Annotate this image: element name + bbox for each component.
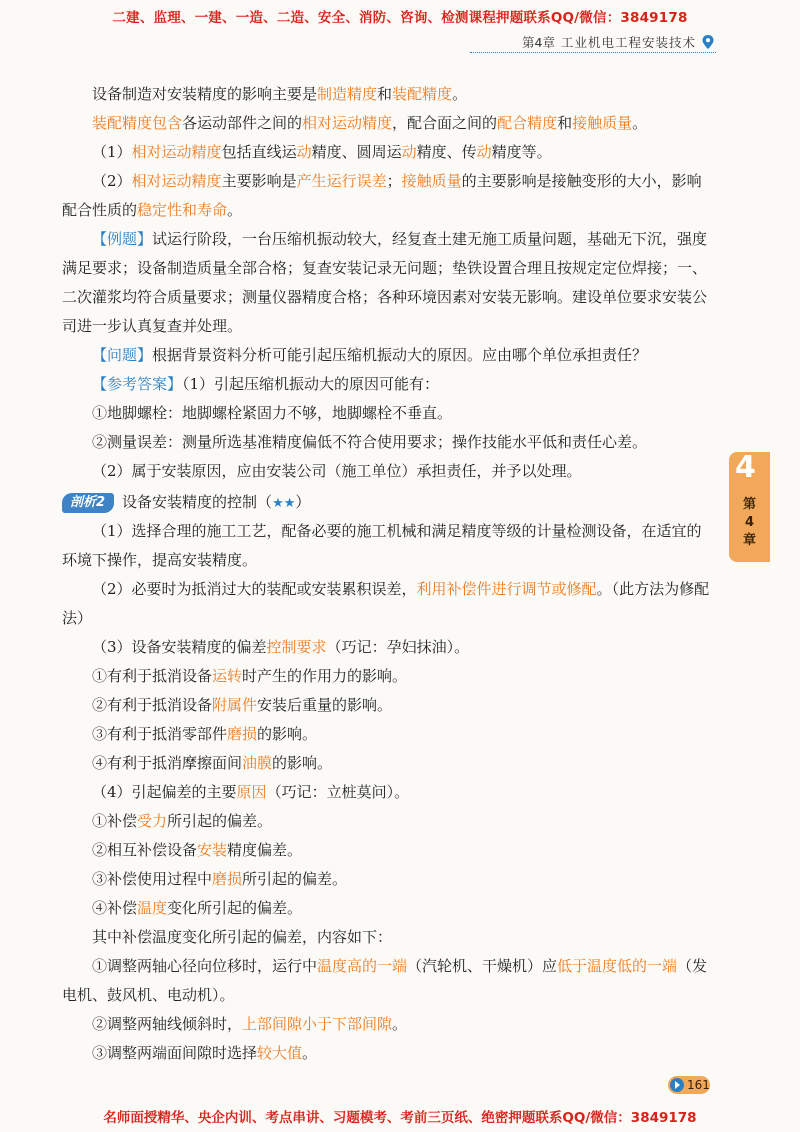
highlight-text: 制造精度 xyxy=(317,85,378,103)
highlight-text: 较大值 xyxy=(257,1044,303,1062)
highlight-text: 油膜 xyxy=(242,754,273,772)
difficulty-stars: ★★ xyxy=(272,495,296,511)
paragraph xyxy=(62,138,712,167)
paragraph xyxy=(62,428,712,457)
text-run: ②调整两轴线倾斜时， xyxy=(92,1015,243,1033)
chapter-side-tab[interactable] xyxy=(729,452,770,562)
text-run: 精度、圆周运 xyxy=(311,143,402,161)
text-run: （1）引起压缩机振动大的原因可能有： xyxy=(182,375,440,393)
text-run: ①补偿 xyxy=(92,812,138,830)
paragraph xyxy=(62,370,712,399)
bottom-banner: 名师面授精华、央企内训、考点串讲、习题模考、考前三页纸、绝密押题联系QQ/微信：3849178 xyxy=(103,1110,697,1126)
label-tag: 【参考答案】 xyxy=(92,375,183,393)
paragraph xyxy=(62,1039,712,1068)
paragraph xyxy=(62,457,712,486)
highlight-text: 接触质量 xyxy=(401,172,462,190)
text-run: 。 xyxy=(452,85,468,103)
text-run: （巧记：立桩莫问）。 xyxy=(266,783,410,801)
highlight-text: 磨损 xyxy=(212,870,243,888)
text-run: 和 xyxy=(377,85,393,103)
paragraph xyxy=(62,109,712,138)
paragraph xyxy=(62,691,712,720)
paragraph xyxy=(62,662,712,691)
text-run: （2） xyxy=(92,172,132,190)
highlight-text: 动 xyxy=(476,143,492,161)
paragraph xyxy=(62,167,712,225)
text-run: 各运动部件之间的 xyxy=(182,114,303,132)
map-pin-icon xyxy=(702,35,714,49)
highlight-text: 接触质量 xyxy=(572,114,633,132)
paragraph xyxy=(62,894,712,923)
play-arrow-icon xyxy=(670,1078,684,1092)
paragraph xyxy=(62,807,712,836)
label-tag: 【例题】 xyxy=(92,230,153,248)
main-content xyxy=(62,80,712,1068)
paragraph xyxy=(62,865,712,894)
text-run: ②测量误差：测量所选基准精度偏低不符合使用要求；操作技能水平低和责任心差。 xyxy=(92,433,648,451)
highlight-text: 利用补偿件进行调节或修配 xyxy=(416,580,597,598)
text-run: ①有利于抵消设备 xyxy=(92,667,213,685)
text-run: （汽轮机、干燥机）应 xyxy=(407,957,558,975)
highlight-text: 原因 xyxy=(236,783,267,801)
chapter-number: 第4章 xyxy=(522,35,555,50)
text-run: 主要影响是 xyxy=(221,172,297,190)
highlight-text: 配合精度 xyxy=(497,114,558,132)
top-banner: 二建、监理、一建、一造、二造、安全、消防、咨询、检测课程押题联系QQ/微信：3849178 xyxy=(112,10,688,26)
page-number: 161 xyxy=(687,1078,710,1092)
text-run: （1）选择合理的施工工艺，配备必要的施工机械和满足精度等级的计量检测设备，在适宜的环境下操作，提高安装精度。 xyxy=(62,522,702,569)
paragraph xyxy=(62,341,712,370)
text-run: ②有利于抵消设备 xyxy=(92,696,213,714)
text-run: 。 xyxy=(227,201,243,219)
text-run: （2）必要时为抵消过大的装配或安装累积误差， xyxy=(92,580,417,598)
highlight-text: 相对运动精度 xyxy=(131,172,222,190)
highlight-text: 产生运行误差 xyxy=(296,172,387,190)
paragraph xyxy=(62,575,712,633)
paragraph xyxy=(62,923,712,952)
text-run: ④有利于抵消摩擦面间 xyxy=(92,754,243,772)
header-rule xyxy=(470,52,716,53)
highlight-text: 温度 xyxy=(137,899,168,917)
text-run: 的影响。 xyxy=(257,725,318,743)
text-run: 。（此方法为修配法） xyxy=(62,580,710,627)
paragraph xyxy=(62,836,712,865)
side-tab-line3: 章 xyxy=(742,533,756,548)
text-run: 的影响。 xyxy=(272,754,333,772)
highlight-text: 上部间隙小于下部间隙 xyxy=(242,1015,393,1033)
highlight-text: 动 xyxy=(296,143,312,161)
text-run: ②相互补偿设备 xyxy=(92,841,198,859)
text-run: 包括直线运 xyxy=(221,143,297,161)
side-tab-line2: 4 xyxy=(744,515,755,530)
highlight-text: 相对运动精度 xyxy=(302,114,393,132)
paragraph xyxy=(62,399,712,428)
page-number-badge xyxy=(668,1076,710,1094)
text-run: 所引起的偏差。 xyxy=(242,870,348,888)
text-run: （发电机、鼓风机、电动机）。 xyxy=(62,957,708,1004)
text-run: 根据背景资料分析可能引起压缩机振动大的原因。应由哪个单位承担责任？ xyxy=(152,346,648,364)
text-run: ①地脚螺栓：地脚螺栓紧固力不够，地脚螺栓不垂直。 xyxy=(92,404,453,422)
side-tab-digit: 4 xyxy=(735,450,756,485)
text-run: （3）设备安装精度的偏差 xyxy=(92,638,267,656)
chapter-title: 工业机电工程安装技术 xyxy=(560,35,696,50)
text-run: （4）引起偏差的主要 xyxy=(92,783,237,801)
text-run: 。 xyxy=(392,1015,408,1033)
text-run: （巧记：孕妇抹油）。 xyxy=(326,638,470,656)
text-run: ； xyxy=(386,172,402,190)
text-run: 变化所引起的偏差。 xyxy=(167,899,303,917)
text-run: ①调整两轴心径向位移时，运行中 xyxy=(92,957,318,975)
text-run: 精度等。 xyxy=(491,143,552,161)
section-title xyxy=(122,488,310,518)
label-tag: 【问题】 xyxy=(92,346,153,364)
text-run: 时产生的作用力的影响。 xyxy=(242,667,408,685)
text-run: ，配合面之间的 xyxy=(392,114,498,132)
paragraph xyxy=(62,778,712,807)
text-run: （1） xyxy=(92,143,132,161)
text-run: 。 xyxy=(632,114,648,132)
paragraph xyxy=(62,720,712,749)
highlight-text: 运转 xyxy=(212,667,243,685)
text-run: 精度、传 xyxy=(416,143,477,161)
highlight-text: 装配精度 xyxy=(392,85,453,103)
text-run: 试运行阶段，一台压缩机振动较大，经复查土建无施工质量问题，基础无下沉，强度满足要求；设备制造质量全部合格；复查安装记录无问题；垫铁设置合理且按规定定位焊接；一、二次灌浆均符合质量要求；测量仪器精度合格；各种环境因素对安装无影响。建设单位要求安装公司进一步认真复查并处理。 xyxy=(62,230,708,335)
text-run: 和 xyxy=(557,114,573,132)
paragraph xyxy=(62,225,712,341)
text-run: 的主要影响是接触变形的大小，影响配合性质的 xyxy=(62,172,702,219)
text-run: ③有利于抵消零部件 xyxy=(92,725,228,743)
paragraph xyxy=(62,952,712,1010)
text-run: 。 xyxy=(302,1044,318,1062)
text-run: ③调整两端面间隙时选择 xyxy=(92,1044,258,1062)
section-title-text: 设备安装精度的控制（ xyxy=(122,492,273,511)
text-run: 安装后重量的影响。 xyxy=(257,696,393,714)
text-run: 其中补偿温度变化所引起的偏差，内容如下： xyxy=(92,928,393,946)
text-run: ③补偿使用过程中 xyxy=(92,870,213,888)
text-run: （2）属于安装原因，应由安装公司（施工单位）承担责任，并予以处理。 xyxy=(92,462,582,480)
text-run: 精度偏差。 xyxy=(227,841,303,859)
paragraph xyxy=(62,1010,712,1039)
text-run: 设备制造对安装精度的影响主要是 xyxy=(92,85,318,103)
highlight-text: 附属件 xyxy=(212,696,258,714)
side-tab-label xyxy=(729,496,770,550)
highlight-text: 控制要求 xyxy=(266,638,327,656)
paragraph xyxy=(62,80,712,109)
highlight-text: 温度高的一端 xyxy=(317,957,408,975)
paragraph xyxy=(62,633,712,662)
paragraph xyxy=(62,749,712,778)
text-run: 所引起的偏差。 xyxy=(167,812,273,830)
section-heading xyxy=(62,488,712,517)
highlight-text: 低于温度低的一端 xyxy=(557,957,678,975)
section-badge: 剖析2 xyxy=(62,493,114,513)
highlight-text: 磨损 xyxy=(227,725,258,743)
highlight-text: 相对运动精度 xyxy=(131,143,222,161)
highlight-text: 受力 xyxy=(137,812,168,830)
highlight-text: 装配精度包含 xyxy=(92,114,183,132)
side-tab-line1: 第 xyxy=(742,497,756,512)
highlight-text: 安装 xyxy=(197,841,228,859)
text-run: ④补偿 xyxy=(92,899,138,917)
paragraph xyxy=(62,517,712,575)
chapter-header xyxy=(522,33,714,51)
highlight-text: 动 xyxy=(401,143,417,161)
highlight-text: 稳定性和寿命 xyxy=(137,201,228,219)
section-title-close: ） xyxy=(295,492,311,511)
